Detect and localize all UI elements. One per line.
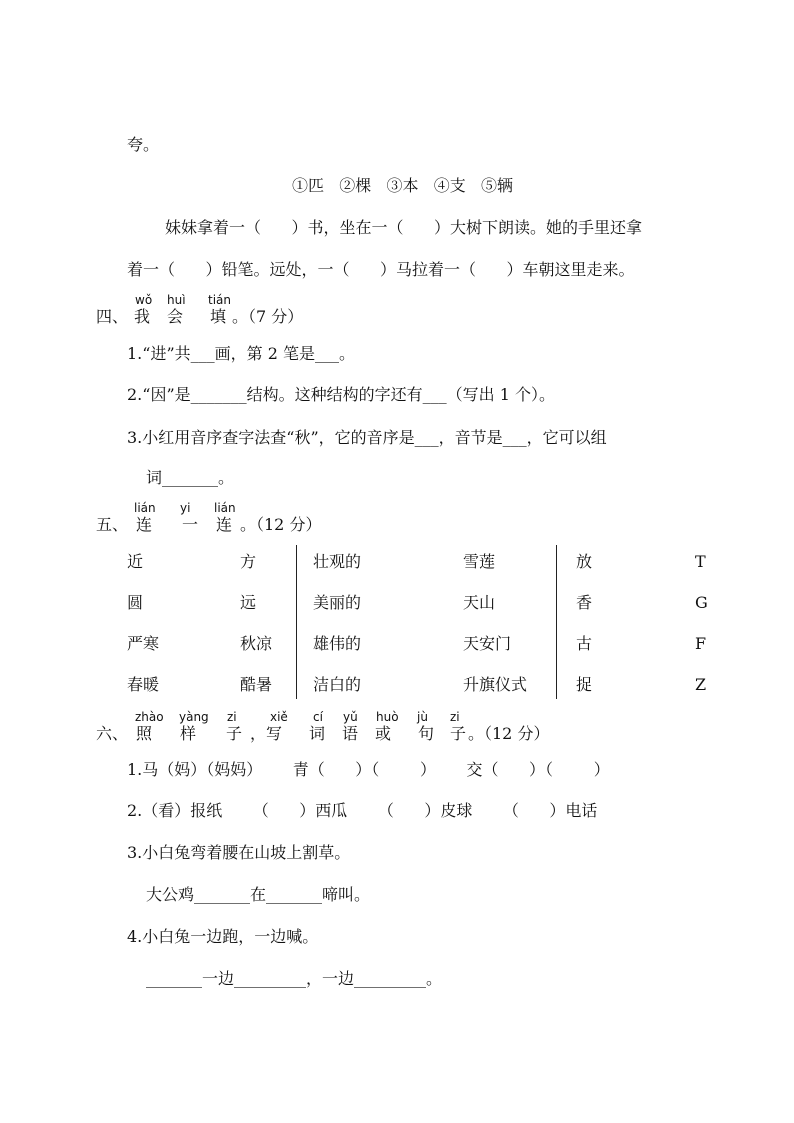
pinyin: lián xyxy=(134,501,156,515)
section-number: 四、 xyxy=(96,307,129,326)
table-cell: 圆 xyxy=(127,593,144,612)
heading-char: 样 xyxy=(180,724,197,743)
section-4-q3: 3.小红用音序查字法查“秋”，它的音序是___，音节是___，它可以组 xyxy=(127,428,607,447)
table-cell: 雄伟的 xyxy=(313,634,362,653)
table-cell: Z xyxy=(695,675,707,694)
table-cell: G xyxy=(695,593,708,612)
section-4-q2: 2.“因”是_______结构。这种结构的字还有___（写出 1 个）。 xyxy=(127,385,555,404)
table-cell: 香 xyxy=(576,593,593,612)
section-score: 。（12 分） xyxy=(240,515,322,534)
heading-char: 子 xyxy=(450,724,467,743)
heading-char: 我 xyxy=(134,307,151,326)
heading-char: 填 xyxy=(210,307,227,326)
table-cell: 秋凉 xyxy=(240,634,273,653)
pinyin: tián xyxy=(208,293,231,307)
pinyin: jù xyxy=(417,710,428,724)
section-score: 。（7 分） xyxy=(232,307,304,326)
table-cell: 放 xyxy=(576,552,593,571)
table-cell: 洁白的 xyxy=(313,675,362,694)
section-6-q3-answer: 大公鸡_______在_______啼叫。 xyxy=(146,885,371,904)
pinyin: xiě xyxy=(270,710,288,724)
table-cell: 春暖 xyxy=(127,675,160,694)
heading-char: 语 xyxy=(342,724,359,743)
table-cell: 捉 xyxy=(576,675,593,694)
heading-char: ，写 xyxy=(250,724,283,743)
heading-char: 连 xyxy=(136,515,153,534)
section-6-q2: 2.（看）报纸 （ ）西瓜 （ ）皮球 （ ）电话 xyxy=(127,801,598,820)
section-6-q3: 3.小白兔弯着腰在山坡上割草。 xyxy=(127,843,351,862)
section-score: 。（12 分） xyxy=(468,724,550,743)
table-cell: 雪莲 xyxy=(463,552,496,571)
pinyin: wǒ xyxy=(135,293,153,307)
column-divider xyxy=(556,545,557,699)
table-cell: F xyxy=(695,634,707,653)
section-6-q1: 1.马（妈）（妈妈） 青（ ）（ ） 交（ ）（ ） xyxy=(127,760,610,779)
heading-char: 会 xyxy=(167,307,184,326)
heading-char: 词 xyxy=(309,724,326,743)
table-cell: 美丽的 xyxy=(313,593,362,612)
table-cell: 壮观的 xyxy=(313,552,362,571)
table-cell: 近 xyxy=(127,552,144,571)
table-cell: T xyxy=(695,552,706,571)
measure-word-options: ①匹 ②棵 ③本 ④支 ⑤辆 xyxy=(292,176,514,195)
heading-char: 连 xyxy=(216,515,233,534)
column-divider xyxy=(296,545,297,699)
section-4-q1: 1.“进”共___画，第 2 笔是___。 xyxy=(127,344,355,363)
heading-char: 子 xyxy=(226,724,243,743)
heading-char: 或 xyxy=(375,724,392,743)
table-cell: 酷暑 xyxy=(240,675,273,694)
section-number: 六、 xyxy=(96,724,129,743)
pinyin: huò xyxy=(376,710,399,724)
top-fragment: 夸。 xyxy=(127,135,160,154)
heading-char: 一 xyxy=(182,515,199,534)
table-cell: 严寒 xyxy=(127,634,160,653)
table-cell: 天安门 xyxy=(463,634,512,653)
pinyin: zhào xyxy=(135,710,164,724)
pinyin: huì xyxy=(167,293,186,307)
table-cell: 升旗仪式 xyxy=(463,675,528,694)
pinyin: zi xyxy=(227,710,237,724)
pinyin: yǔ xyxy=(343,710,358,724)
pinyin: lián xyxy=(214,501,236,515)
heading-char: 照 xyxy=(136,724,153,743)
pinyin: yi xyxy=(180,501,191,515)
table-cell: 方 xyxy=(240,552,257,571)
heading-char: 句 xyxy=(418,724,435,743)
section-4-q3-cont: 词_______。 xyxy=(146,468,235,487)
table-cell: 天山 xyxy=(463,593,496,612)
pinyin: cí xyxy=(313,710,323,724)
table-cell: 古 xyxy=(576,634,593,653)
table-cell: 远 xyxy=(240,593,257,612)
paragraph-line-2: 着一（ ）铅笔。远处，一（ ）马拉着一（ ）车朝这里走来。 xyxy=(127,260,635,279)
pinyin: yàng xyxy=(179,710,209,724)
pinyin: zi xyxy=(450,710,460,724)
section-6-q4: 4.小白兔一边跑，一边喊。 xyxy=(127,927,319,946)
paragraph-line-1: 妹妹拿着一（ ）书，坐在一（ ）大树下朗读。她的手里还拿 xyxy=(165,218,643,237)
section-6-q4-answer: _______一边_________，一边_________。 xyxy=(146,969,443,988)
section-number: 五、 xyxy=(96,515,129,534)
